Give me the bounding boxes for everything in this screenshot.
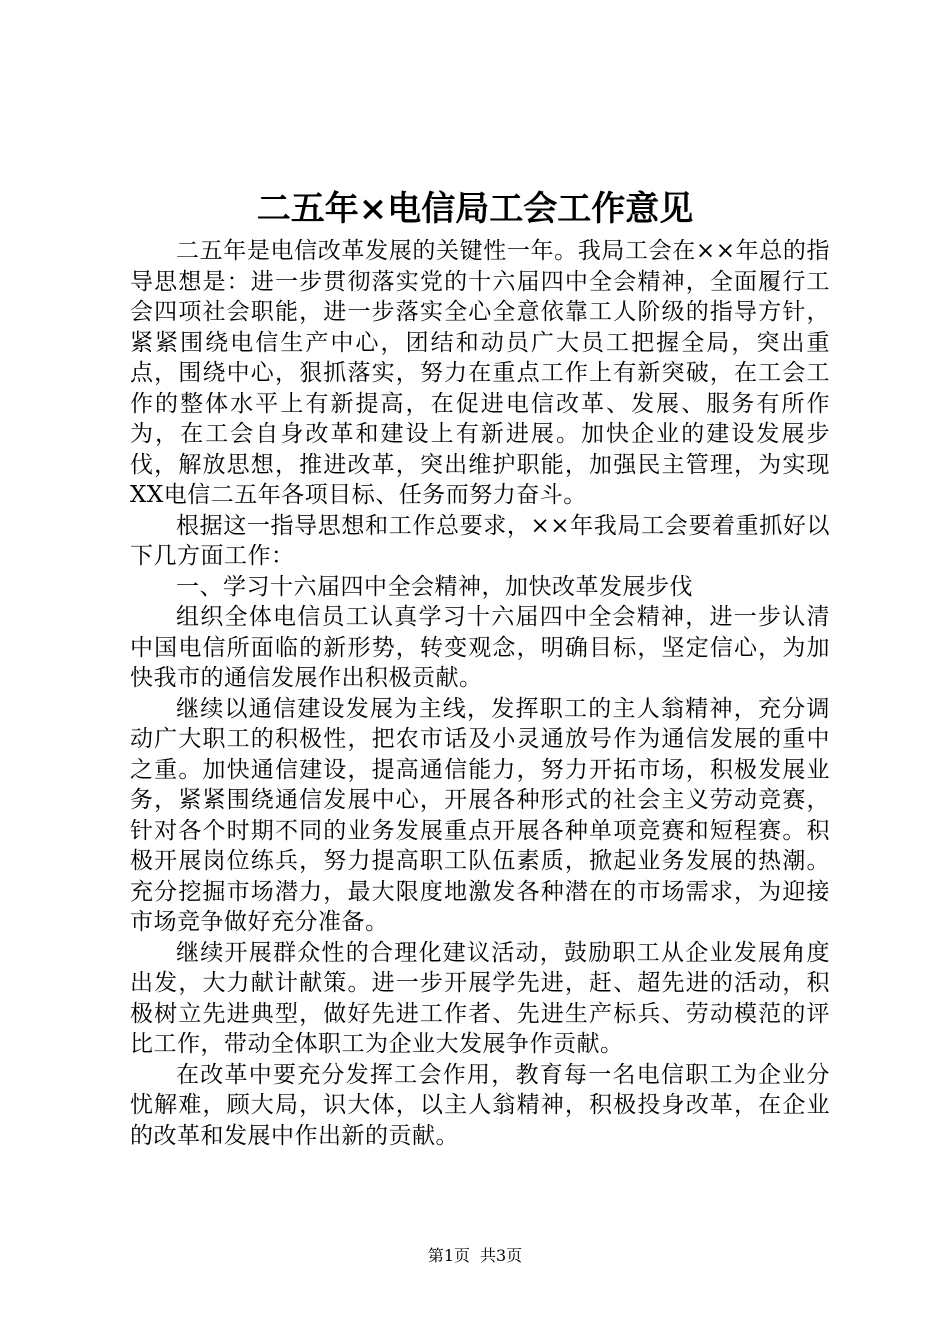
paragraph-union-role-in-reform: 在改革中要充分发挥工会作用，教育每一名电信职工为企业分忧解难，顾大局，识大体，以主人翁精神，积极投身改革，在企业的改革和发展中作出新的贡献。 <box>130 1061 830 1149</box>
paragraph-guiding-ideology: 二五年是电信改革发展的关键性一年。我局工会在××年总的指导思想是：进一步贯彻落实党的十六届四中全会精神，全面履行工会四项社会职能，进一步落实全心全意依靠工人阶级的指导方针，紧紧围绕电信生产中心，团结和动员广大员工把握全局，突出重点，围绕中心，狠抓落实，努力在重点工作上有新突破，在工会工作的整体水平上有新提高，在促进电信改革、发展、服务有所作为，在工会自身改革和建设上有新进展。加快企业的建设发展步伐，解放思想，推进改革，突出维护职能，加强民主管理，为实现XX电信二五年各项目标、任务而努力奋斗。 <box>130 238 830 508</box>
paragraph-work-requirements: 根据这一指导思想和工作总要求，××年我局工会要着重抓好以下几方面工作： <box>130 512 830 569</box>
document-body <box>130 236 830 1151</box>
page-number: 第1页 <box>427 1246 470 1265</box>
paragraph-study-spirit: 组织全体电信员工认真学习十六届四中全会精神，进一步认清中国电信所面临的新形势，转变观念，明确目标，坚定信心，为加快我市的通信发展作出积极贡献。 <box>130 604 830 691</box>
paragraph-communication-development: 继续以通信建设发展为主线，发挥职工的主人翁精神，充分调动广大职工的积极性，把农市话及小灵通放号作为通信发展的重中之重。加快通信建设，提高通信能力，努力开拓市场，积极发展业务，紧紧围绕通信发展中心，开展各种形式的社会主义劳动竞赛，针对各个时期不同的业务发展重点开展各种单项竞赛和短程赛。积极开展岗位练兵，努力提高职工队伍素质，掀起业务发展的热潮。充分挖掘市场潜力，最大限度地激发各种潜在的市场需求，为迎接市场竞争做好充分准备。 <box>130 695 830 935</box>
paragraph-rationalization-proposals: 继续开展群众性的合理化建议活动，鼓励职工从企业发展角度出发，大力献计献策。进一步开展学先进，赶、超先进的活动，积极树立先进典型，做好先进工作者、先进生产标兵、劳动模范的评比工作，带动全体职工为企业大发展争作贡献。 <box>130 939 830 1057</box>
page-total: 共3页 <box>480 1246 523 1265</box>
section-heading-1: 一、学习十六届四中全会精神，加快改革发展步伐 <box>176 573 693 600</box>
document-title: 二五年×电信局工会工作意见 <box>256 189 694 229</box>
page-footer <box>0 1246 950 1266</box>
